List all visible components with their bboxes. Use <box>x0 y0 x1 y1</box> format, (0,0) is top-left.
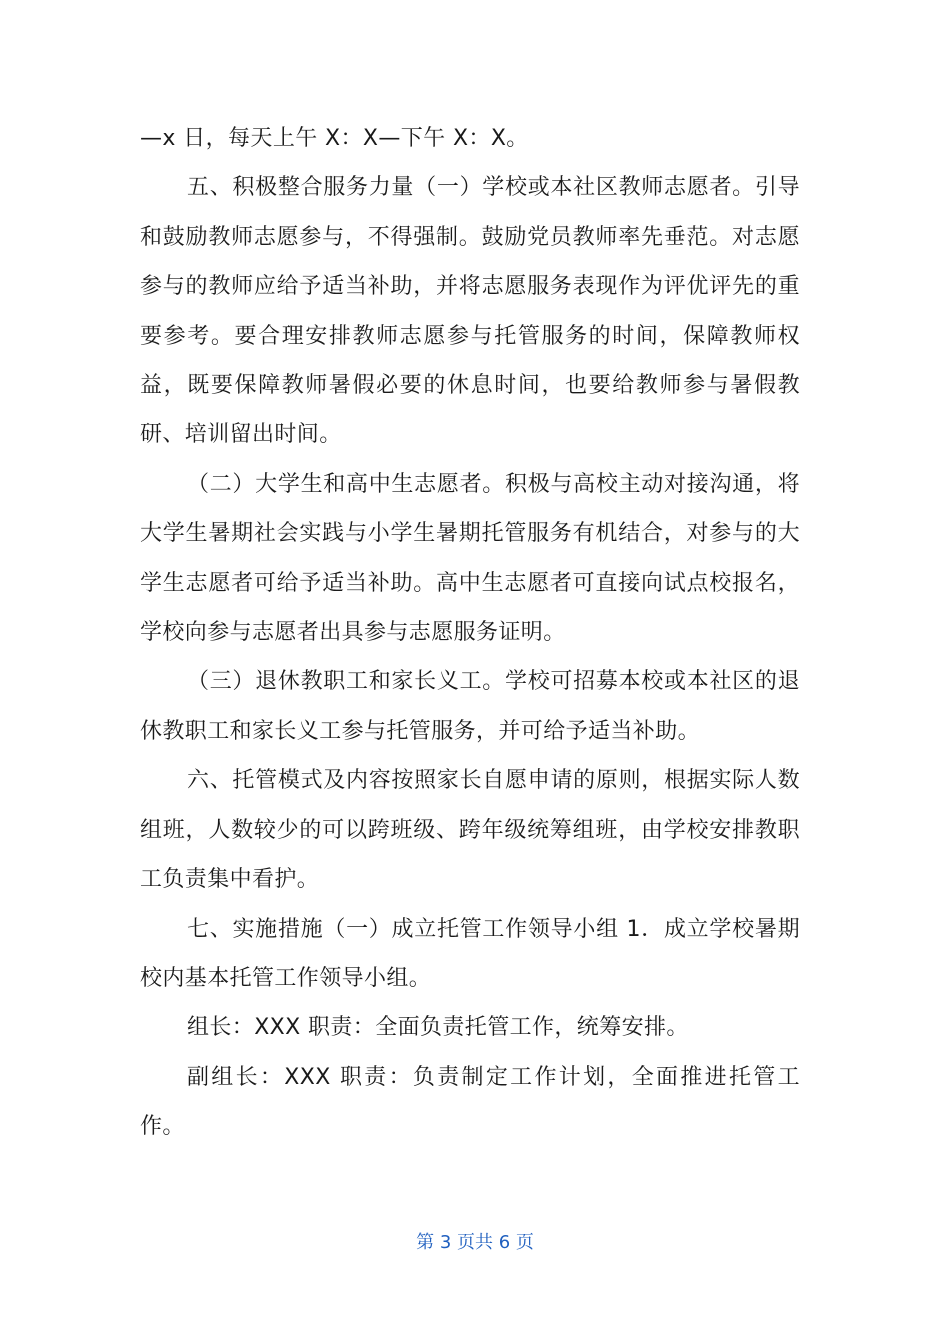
paragraph: （二）大学生和高中生志愿者。积极与高校主动对接沟通，将大学生暑期社会实践与小学生暑期托管服务有机结合，对参与的大学生志愿者可给予适当补助。高中生志愿者可直接向试点校报名，学校向参与志愿者出具参与志愿服务证明。 <box>140 471 800 646</box>
page-number-footer: 第 3 页共 6 页 <box>416 1232 534 1253</box>
paragraph: 组长：XXX 职责：全面负责托管工作，统筹安排。 <box>187 1015 689 1041</box>
paragraph: （三）退休教职工和家长义工。学校可招募本校或本社区的退休教职工和家长义工参与托管服务，并可给予适当补助。 <box>140 669 800 744</box>
paragraph: 六、托管模式及内容按照家长自愿申请的原则，根据实际人数组班，人数较少的可以跨班级、跨年级统筹组班，由学校安排教职工负责集中看护。 <box>140 768 800 893</box>
paragraph: 五、积极整合服务力量（一）学校或本社区教师志愿者。引导和鼓励教师志愿参与，不得强制。鼓励党员教师率先垂范。对志愿参与的教师应给予适当补助，并将志愿服务表现作为评优评先的重要参考。要合理安排教师志愿参与托管服务的时间，保障教师权益，既要保障教师暑假必要的休息时间，也要给教师参与暑假教研、培训留出时间。 <box>140 175 800 448</box>
paragraph: —x 日，每天上午 X：X—下午 X：X。 <box>140 126 529 151</box>
paragraph: 七、实施措施（一）成立托管工作领导小组 1．成立学校暑期校内基本托管工作领导小组。 <box>140 916 800 991</box>
paragraph: 副组长：XXX 职责：负责制定工作计划，全面推进托管工作。 <box>140 1064 800 1140</box>
document-body <box>140 114 800 1152</box>
